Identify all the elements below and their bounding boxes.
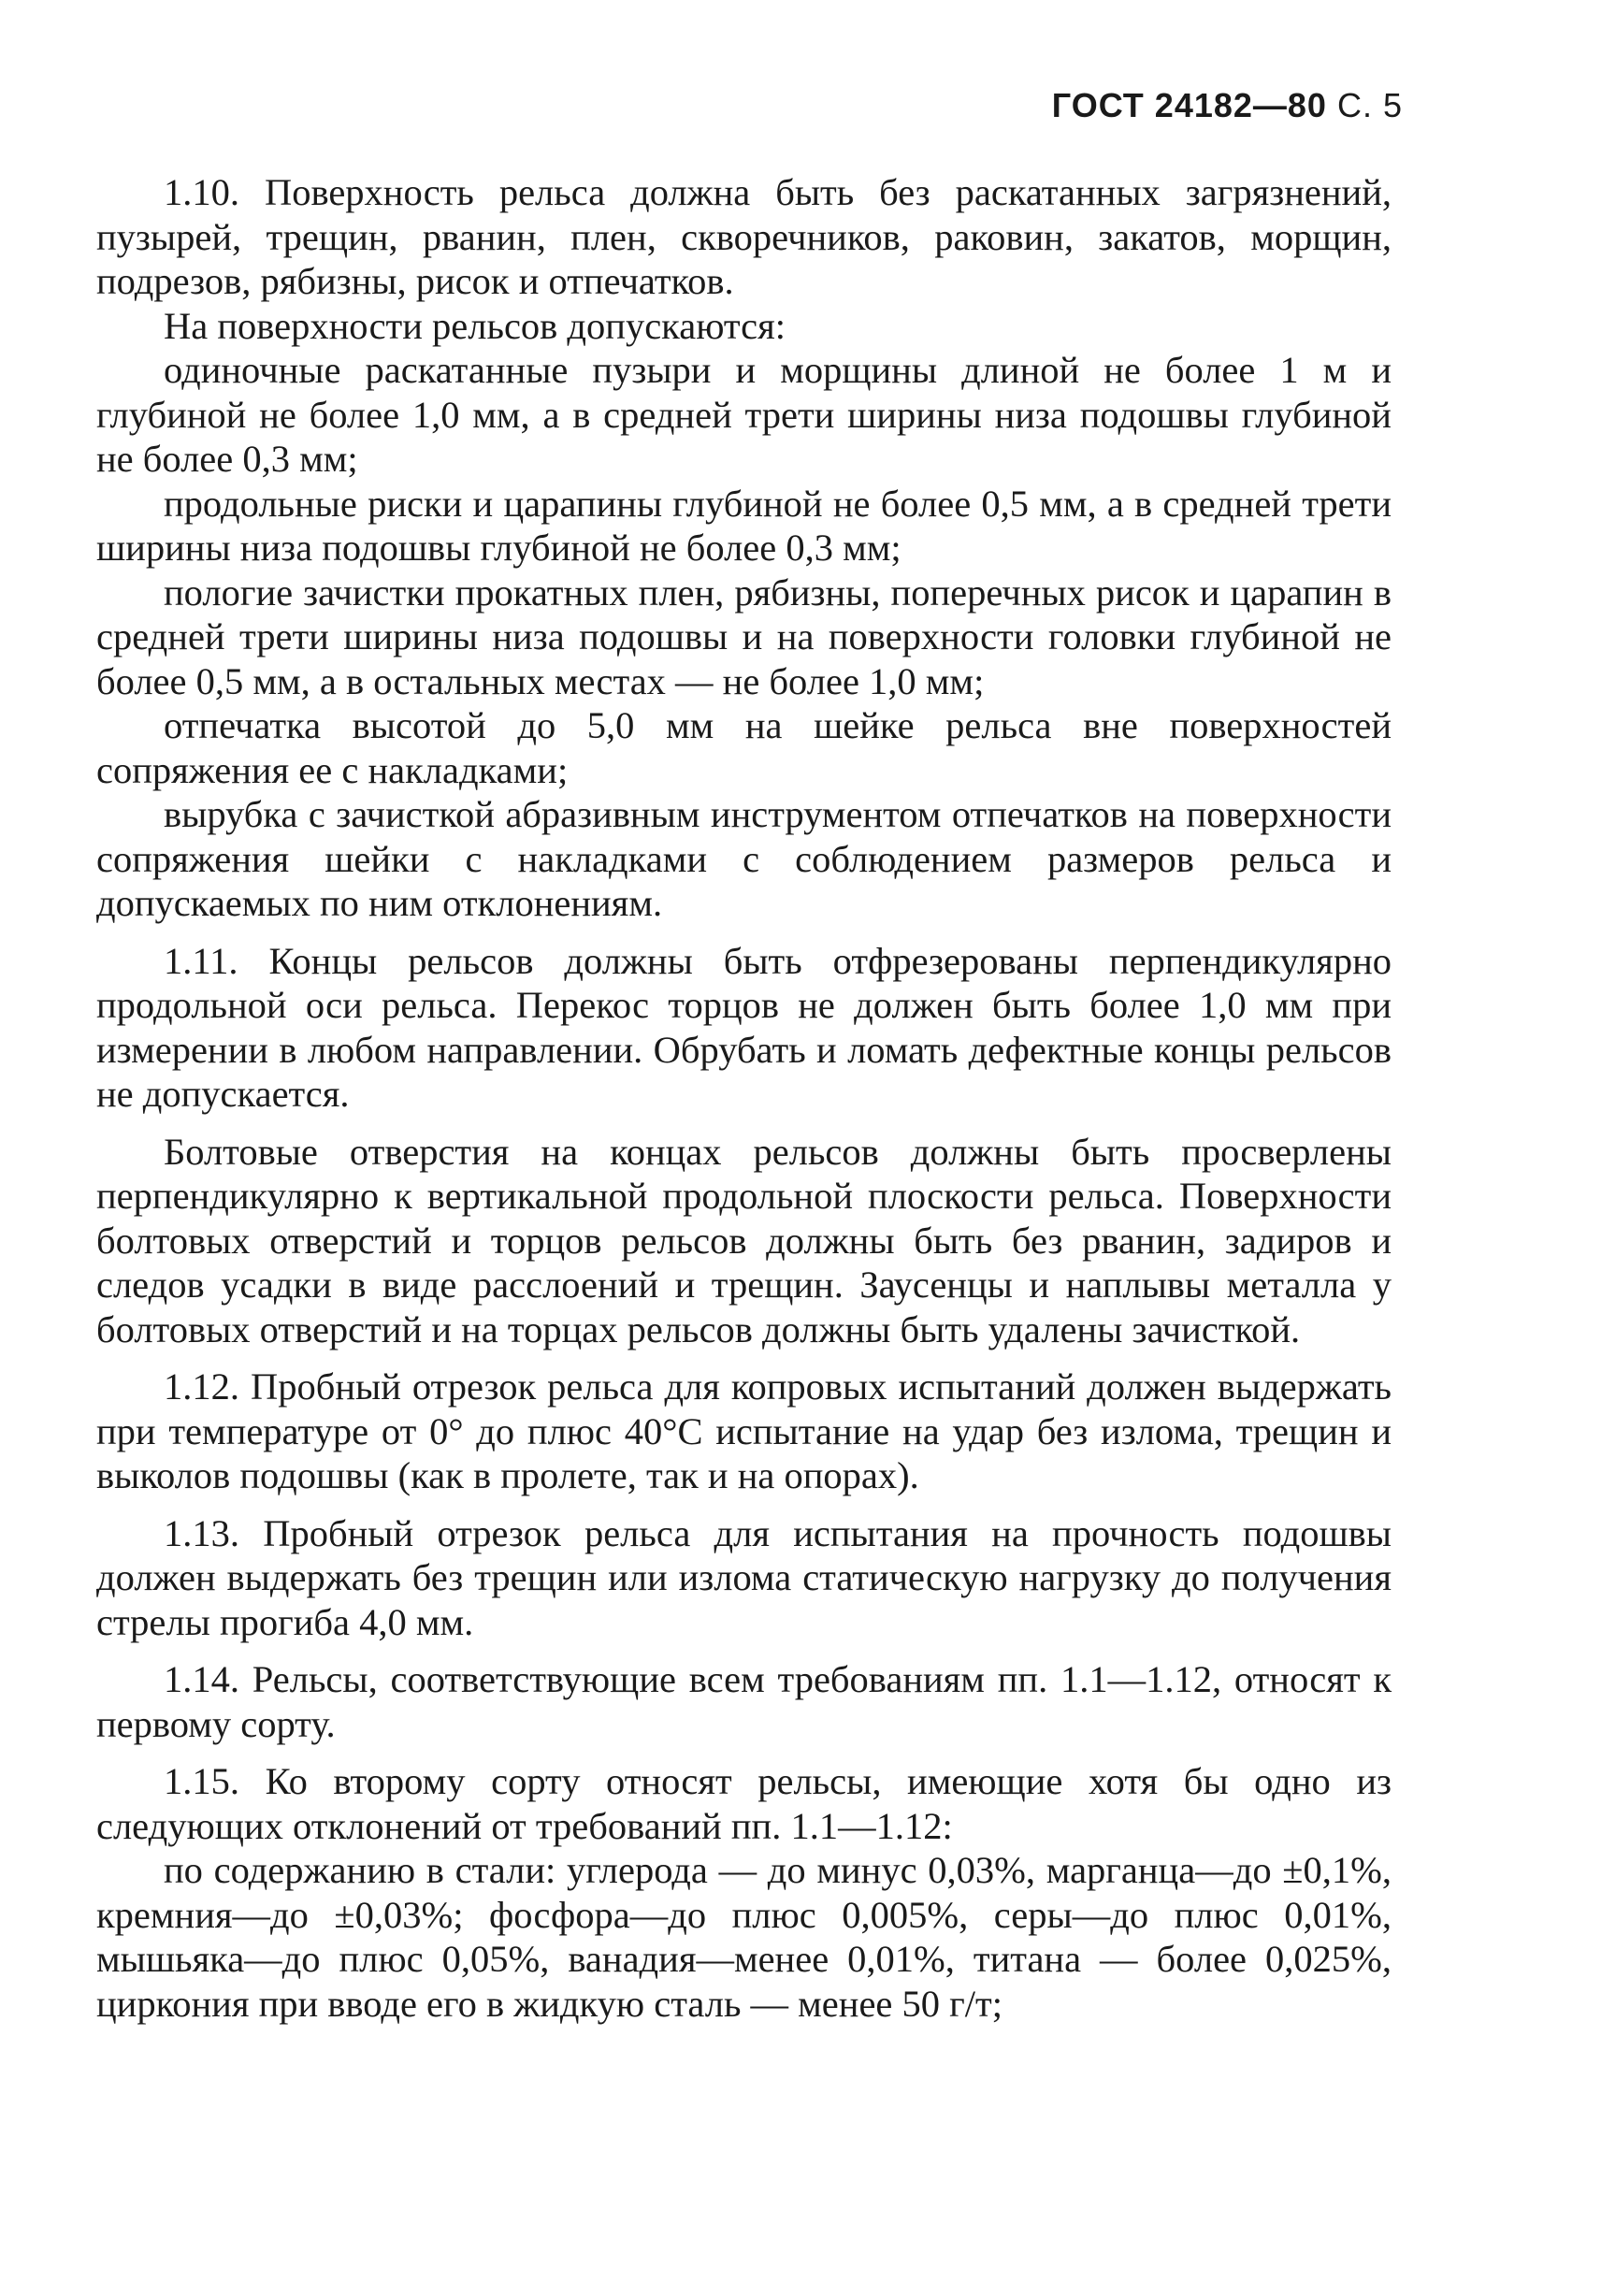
paragraph-allowed-cutting: вырубка с зачисткой абразивным инструментом отпечатков на поверхности сопряжения шейки с накладками с соблюдением размеров рельса и допускаемых по ним отклонениям. [96, 793, 1392, 924]
paragraph-1-10: 1.10. Поверхность рельса должна быть без раскатанных загрязнений, пузырей, трещин, рванин, плен, скворечников, раковин, закатов, морщин, подрезов, рябизны, рисок и отпечатков. [96, 171, 1392, 302]
paragraph-allowed-bubbles: одиночные раскатанные пузыри и морщины длиной не более 1 м и глубиной не более 1,0 мм, а в средней трети ширины низа подошвы глубиной не более 0,3 мм; [96, 349, 1392, 480]
paragraph-chemistry-deviations: по содержанию в стали: углерода — до минус 0,03%, марганца—до ±0,1%, кремния—до ±0,03%; фосфора—до плюс 0,005%, серы—до плюс 0,01%, мышьяка—до плюс 0,05%, ванадия—менее 0,01%, титана — более 0,025%, циркония при вводе его в жидкую сталь — менее 50 г/т; [96, 1849, 1392, 2025]
paragraph-1-13: 1.13. Пробный отрезок рельса для испытания на прочность подошвы должен выдержать без трещин или излома статическую нагрузку до получения стрелы прогиба 4,0 мм. [96, 1511, 1392, 1643]
paragraph-allowed-intro: На поверхности рельсов допускаются: [164, 304, 786, 347]
paragraph-1-12: 1.12. Пробный отрезок рельса для копровых испытаний должен выдержать при температуре от 0° до плюс 40°C испытание на удар без излома, трещин и выколов подошвы (как в пролете, так и на опорах). [96, 1365, 1392, 1496]
page-number: С. 5 [1336, 86, 1403, 124]
paragraph-allowed-cleanup: пологие зачистки прокатных плен, рябизны, поперечных рисок и царапин в средней трети ширины низа подошвы и на поверхности головки глубиной не более 0,5 мм, а в остальных местах — не более 1,0 мм; [96, 570, 1392, 702]
page-header [1052, 86, 1403, 125]
paragraph-1-11: 1.11. Концы рельсов должны быть отфрезерованы перпендикулярно продольной оси рельса. Перекос торцов не должен быть более 1,0 мм при измерении в любом направлении. Обрубать и ломать дефектные концы рельсов не допускается. [96, 939, 1392, 1115]
standard-number: ГОСТ 24182—80 [1051, 86, 1327, 124]
document-body [96, 170, 1392, 2026]
paragraph-bolt-holes: Болтовые отверстия на концах рельсов должны быть просверлены перпендикулярно к вертикальной продольной плоскости рельса. Поверхности болтовых отверстий и торцов рельсов должны быть без рванин, задиров и следов усадки в виде расслоений и трещин. Заусенцы и наплывы металла у болтовых отверстий и на торцах рельсов должны быть удалены зачисткой. [96, 1130, 1392, 1350]
paragraph-1-15: 1.15. Ко второму сорту относят рельсы, имеющие хотя бы одно из следующих отклонений от требований пп. 1.1—1.12: [96, 1760, 1392, 1847]
paragraph-allowed-imprint: отпечатка высотой до 5,0 мм на шейке рельса вне поверхностей сопряжения ее с накладками; [96, 704, 1392, 791]
paragraph-1-14: 1.14. Рельсы, соответствующие всем требованиям пп. 1.1—1.12, относят к первому сорту. [96, 1658, 1392, 1745]
paragraph-allowed-scratches: продольные риски и царапины глубиной не более 0,5 мм, а в средней трети ширины низа подошвы глубиной не более 0,3 мм; [96, 482, 1392, 569]
